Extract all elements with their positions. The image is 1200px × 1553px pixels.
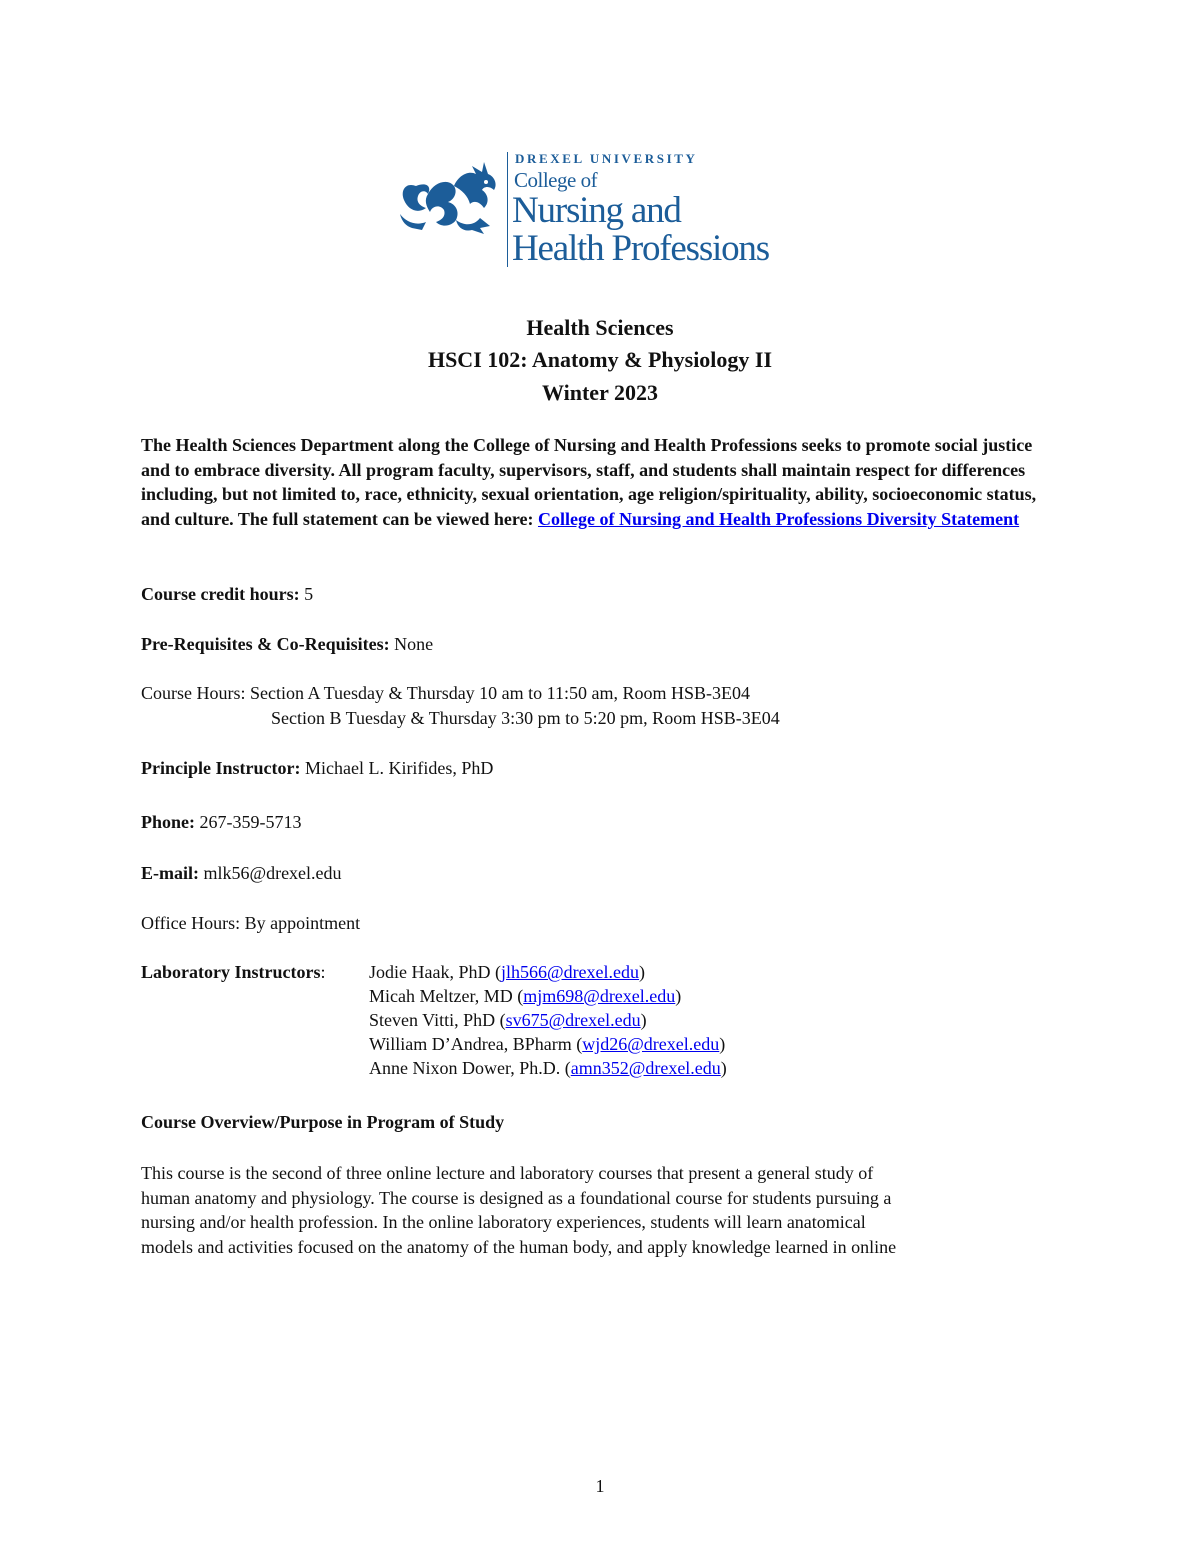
- logo-university: DREXEL UNIVERSITY: [515, 151, 698, 166]
- credit-value: 5: [299, 584, 314, 604]
- email-value: mlk56@drexel.edu: [199, 863, 342, 883]
- credit-hours: [141, 582, 1061, 606]
- lab-instructor-email-link[interactable]: jlh566@drexel.edu: [500, 962, 640, 982]
- phone-value: 267-359-5713: [195, 812, 302, 832]
- diversity-text: The Health Sciences Department along the College of Nursing and Health Professions seeks to promote social justice and to embrace diversity. All program faculty, supervisors, staff, and students shall maintain respect for differences including, but not limited to, race, ethnicity, sexual orientation, age religion/spirituality, ability, socioeconomic status, and culture. The full statement can be viewed here:: [141, 435, 1037, 529]
- overview-heading: Course Overview/Purpose in Program of Study: [141, 1112, 505, 1132]
- lab-instructor-paren: ): [719, 1034, 726, 1054]
- dragon-icon: [398, 156, 504, 236]
- instructor-label: Principle Instructor:: [141, 758, 301, 778]
- lab-instructor-email-link[interactable]: sv675@drexel.edu: [505, 1010, 641, 1030]
- lab-instructor-name: William D’Andrea, BPharm (: [369, 1034, 583, 1054]
- lab-instructor-paren: ): [675, 986, 682, 1006]
- lab-instructor-name: Anne Nixon Dower, Ph.D. (: [369, 1058, 571, 1078]
- lab-instructor: [369, 984, 727, 1008]
- prerequisites: [141, 632, 1061, 656]
- course-title: HSCI 102: Anatomy & Physiology II: [427, 347, 773, 372]
- lab-colon: :: [320, 962, 326, 982]
- lab-instructor-email-link[interactable]: amn352@drexel.edu: [570, 1058, 721, 1078]
- lab-instructor-paren: ): [639, 962, 646, 982]
- logo-line-2: Health Professions: [512, 228, 769, 269]
- logo-college-of: College of: [514, 168, 598, 192]
- lab-instructor-paren: ): [720, 1058, 727, 1078]
- overview-line: nursing and/or health profession. In the online laboratory experiences, students will learn anatomical: [141, 1212, 866, 1233]
- logo-line-1: Nursing and: [512, 190, 681, 231]
- college-logo: [398, 150, 818, 270]
- course-hours: [141, 681, 1061, 705]
- course-hours-label: Course Hours:: [141, 683, 250, 703]
- prereq-label: Pre-Requisites & Co-Requisites:: [141, 634, 390, 654]
- diversity-statement: [141, 433, 1061, 531]
- phone-label: Phone:: [141, 812, 195, 832]
- phone: [141, 810, 1061, 834]
- lab-instructor-name: Steven Vitti, PhD (: [369, 1010, 506, 1030]
- overview-line: models and activities focused on the anatomy of the human body, and apply knowledge learned in online: [141, 1236, 897, 1257]
- office-hours: Office Hours: By appointment: [141, 913, 361, 933]
- lab-label: Laboratory Instructors: [141, 962, 321, 982]
- logo-divider: [507, 152, 508, 267]
- overview-line: This course is the second of three online lecture and laboratory courses that present a general study of: [141, 1163, 874, 1183]
- instructor-name: Michael L. Kirifides, PhD: [300, 758, 494, 778]
- lab-instructor-email-link[interactable]: wjd26@drexel.edu: [582, 1034, 720, 1054]
- email: [141, 861, 1061, 885]
- page-number: 1: [595, 1476, 605, 1496]
- lab-instructor-name: Micah Meltzer, MD (: [369, 986, 524, 1006]
- principal-instructor: [141, 756, 1061, 780]
- department-title: Health Sciences: [526, 315, 674, 340]
- section-b: Section B Tuesday & Thursday 3:30 pm to 5:20 pm, Room HSB-3E04: [271, 708, 780, 728]
- section-a: Section A Tuesday & Thursday 10 am to 11:50 am, Room HSB-3E04: [250, 683, 751, 703]
- email-label: E-mail:: [141, 863, 199, 883]
- overview-paragraph: [141, 1161, 1061, 1259]
- prereq-value: None: [389, 634, 434, 654]
- diversity-statement-link[interactable]: College of Nursing and Health Professions Diversity Statement: [537, 508, 1020, 529]
- lab-instructor: [369, 960, 727, 984]
- overview-line: human anatomy and physiology. The course is designed as a foundational course for students pursuing a: [141, 1187, 892, 1208]
- lab-instructor-paren: ): [640, 1010, 647, 1030]
- lab-instructor: [369, 1032, 727, 1056]
- lab-instructor: [369, 1056, 727, 1080]
- credit-label: Course credit hours:: [141, 584, 300, 604]
- term-title: Winter 2023: [542, 380, 658, 405]
- lab-instructor-email-link[interactable]: mjm698@drexel.edu: [523, 986, 676, 1006]
- lab-instructor-name: Jodie Haak, PhD (: [369, 962, 501, 982]
- lab-instructor: [369, 1008, 727, 1032]
- lab-instructor-list: [369, 960, 727, 1080]
